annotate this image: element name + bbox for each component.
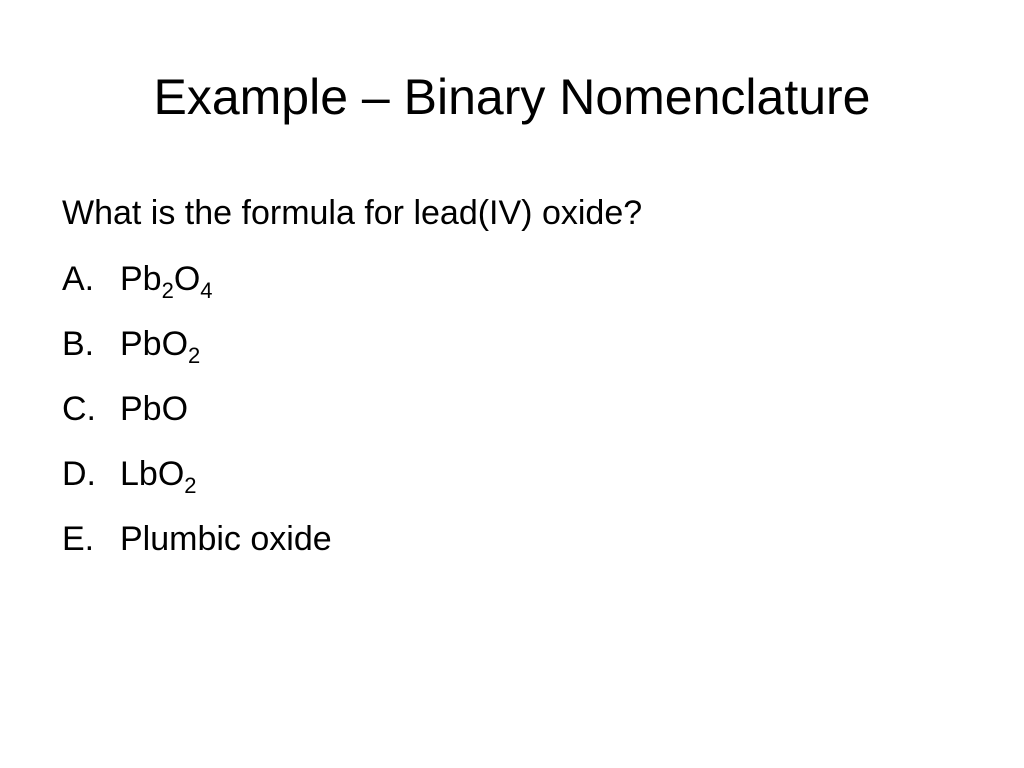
- formula-part: O: [173, 260, 201, 298]
- formula-part: LbO: [120, 455, 185, 493]
- formula-subscript: 2: [161, 278, 174, 303]
- option-letter: B.: [62, 325, 95, 363]
- option-text: [120, 256, 213, 302]
- formula-part: PbO: [120, 390, 189, 428]
- answer-option-a: [62, 256, 332, 321]
- formula-subscript: 2: [184, 473, 197, 498]
- answer-options-list: [62, 256, 332, 581]
- option-letter: D.: [62, 455, 96, 493]
- option-text: [120, 451, 197, 497]
- formula-subscript: 4: [200, 278, 213, 303]
- answer-option-d: [62, 451, 332, 516]
- formula-part: Plumbic oxide: [120, 520, 332, 558]
- option-text: [120, 516, 332, 562]
- answer-option-c: [62, 386, 332, 451]
- option-text: [120, 386, 188, 432]
- answer-option-b: [62, 321, 332, 386]
- question-text: What is the formula for lead(IV) oxide?: [62, 194, 643, 232]
- formula-part: PbO: [120, 325, 189, 363]
- option-letter: C.: [62, 390, 96, 428]
- option-letter: A.: [62, 260, 95, 298]
- answer-option-e: [62, 516, 332, 581]
- option-text: [120, 321, 200, 367]
- formula-part: Pb: [120, 260, 162, 298]
- option-letter: E.: [62, 520, 95, 558]
- slide-title: Example – Binary Nomenclature: [153, 69, 871, 125]
- formula-subscript: 2: [188, 343, 201, 368]
